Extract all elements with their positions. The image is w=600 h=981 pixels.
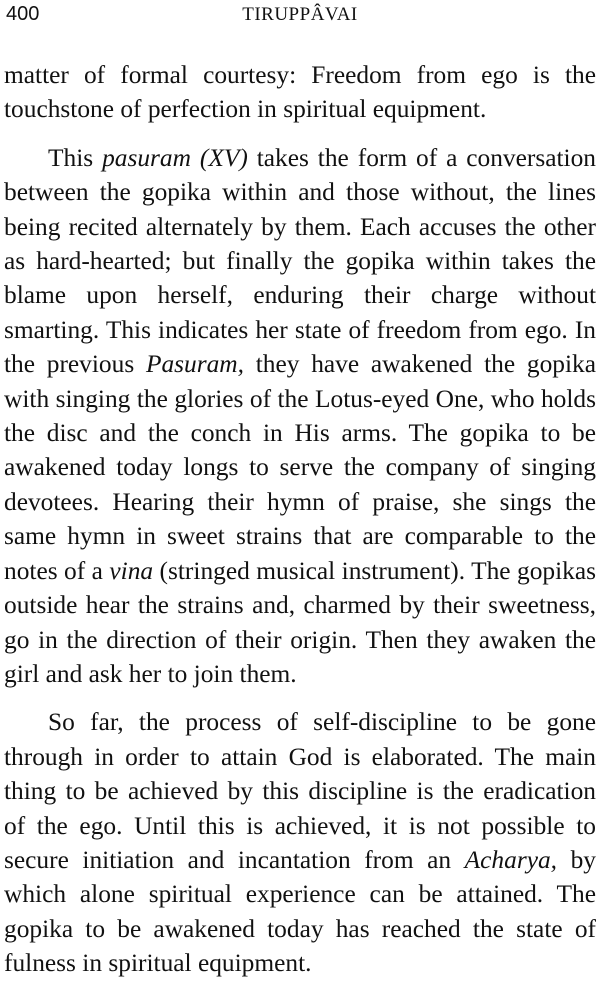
italic-term-acharya: Acharya, [464,845,558,874]
body-text [4,58,596,981]
paragraph-1-segment-1: matter of formal courtesy: Freedom from ego is the touchstone of perfection in spiritual equipment. [4,61,596,124]
paragraph-3 [4,705,596,980]
paragraph-1 [4,58,596,127]
running-title: TIRUPPÂVAI [242,4,358,25]
paragraph-3-segment-1: So far, the process of self-discipline to be gone through in order to attain God is elaborated. The main thing to be achieved by this discipline is the eradication of the ego. Until this is achieved, it is not possible to secure initiation and incantation from an [4,708,596,874]
paragraph-2-segment-3: takes the form of a conversation between the gopika within and those without, the lines being recited alternately by them. Each accuses the other as hard-hearted; but finally the gopika within takes the blame upon herself, enduring their charge without smarting. This indicates her state of freedom from ego. In the previous [4,143,596,379]
running-head [0,0,600,34]
paragraph-3-segment-3: by which alone spiritual experience can be attained. The gopika to be awakened today has reached the state of fulness in spiritual equipment. [4,845,596,978]
paragraph-2-segment-5: they have awakened the gopika with singing the glories of the Lotus-eyed One, who holds the disc and the conch in His arms. The gopika to be awakened today longs to serve the company of singing devotees. Hearing their hymn of praise, she sings the same hymn in sweet strains that are comparable to the notes of a [4,350,596,585]
page-number: 400 [6,3,40,25]
paragraph-2-segment-1: This [48,143,103,172]
italic-term-pasuram: Pasuram, [145,350,244,379]
italic-term-vina: vina [109,556,154,585]
paragraph-2 [4,141,596,692]
paragraph-2-segment-7: (stringed musical instrument). The gopikas outside hear the strains and, charmed by their sweetness, go in the direction of their origin. Then they awaken the girl and ask her to join them. [4,556,596,688]
italic-term-pasuram-xv: pasuram (XV) [102,143,248,172]
